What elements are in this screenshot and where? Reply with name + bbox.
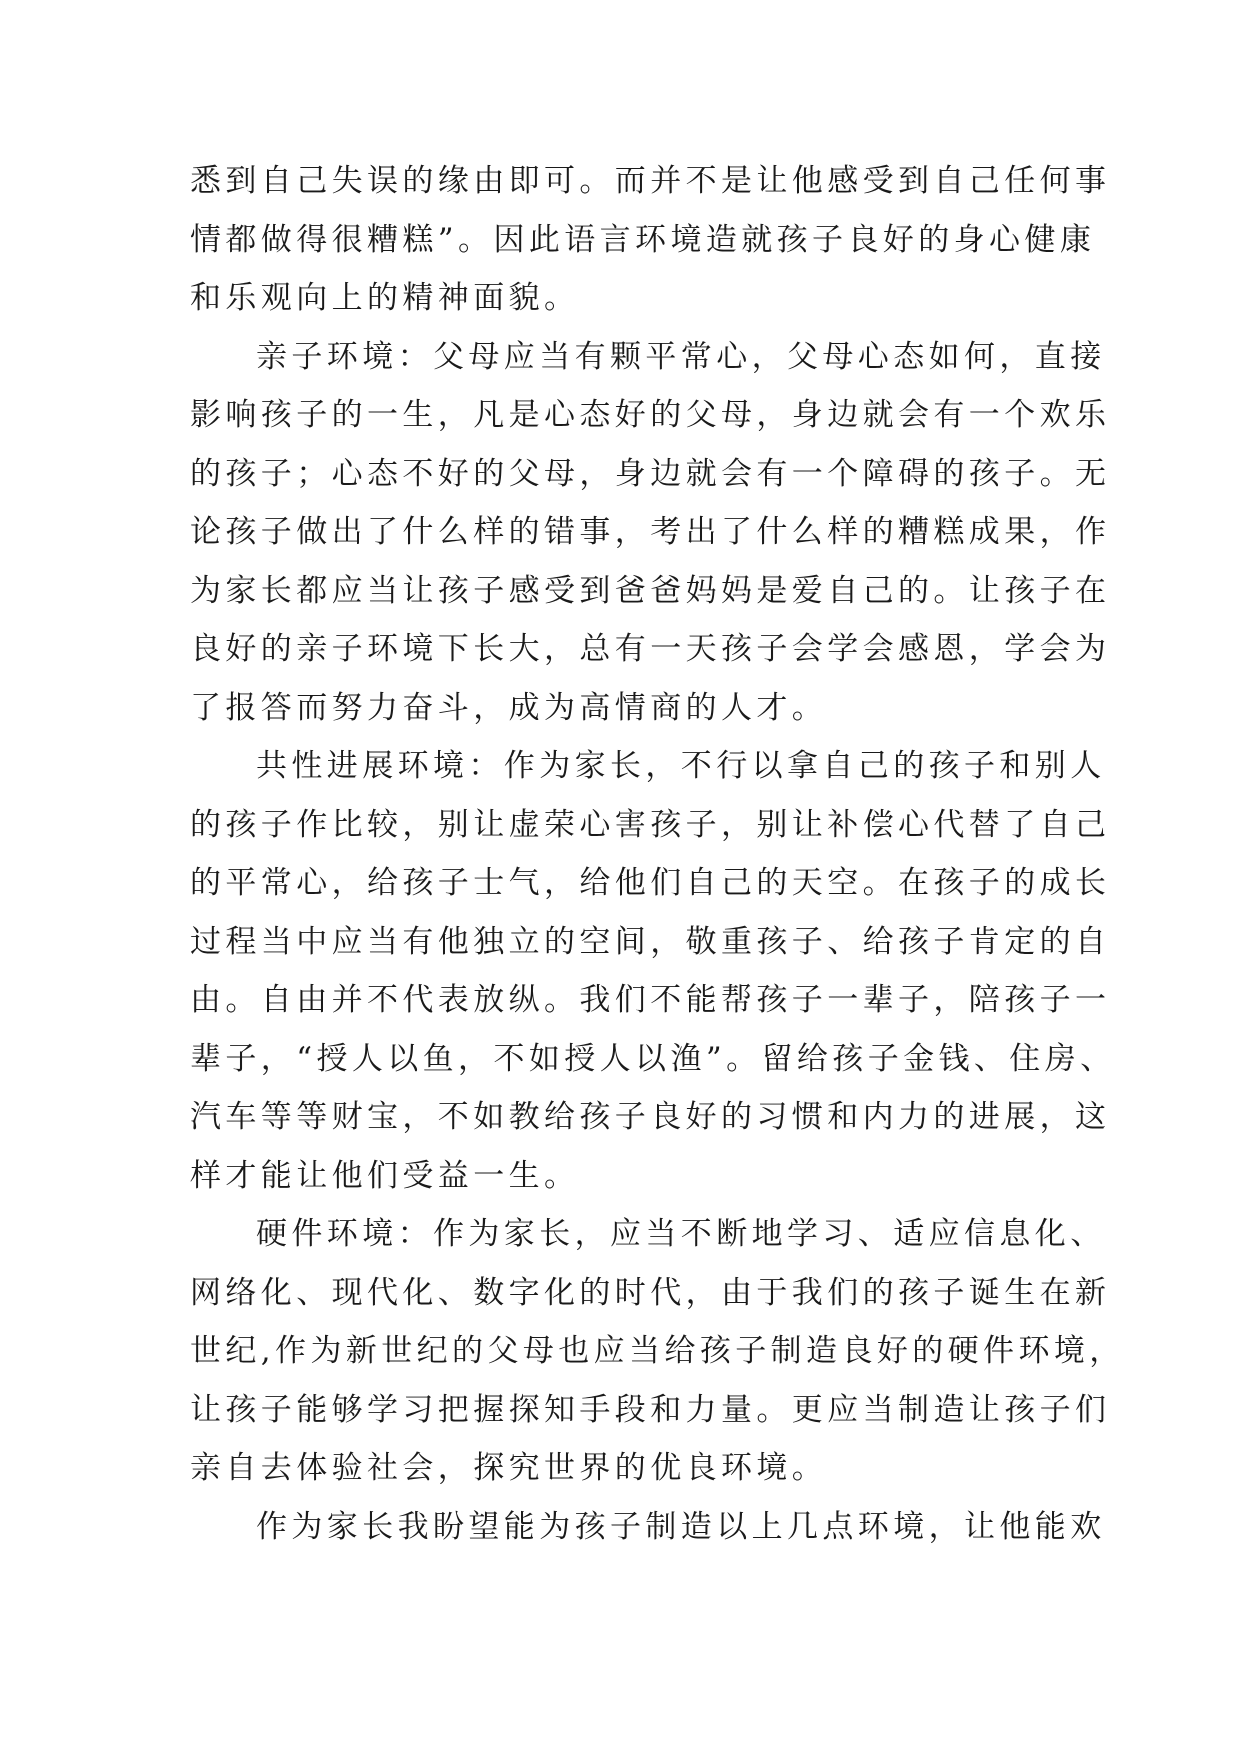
text-line: 让孩子能够学习把握探知手段和力量。更应当制造让孩子们 xyxy=(190,1391,1111,1428)
text-line: 的孩子作比较，别让虚荣心害孩子，别让补偿心代替了自己 xyxy=(190,806,1111,843)
text-line: 辈子，“授人以鱼，不如授人以渔”。留给孩子金钱、住房、 xyxy=(190,1040,1116,1077)
paragraph-first-line: 共性进展环境：作为家长，不行以拿自己的孩子和别人 xyxy=(256,748,1106,784)
paragraph-first-line: 亲子环境：父母应当有颗平常心，父母心态如何，直接 xyxy=(256,338,1106,375)
text-line: 悉到自己失误的缘由即可。而并不是让他感受到自己任何事 xyxy=(190,163,1111,199)
text-line: 的平常心，给孩子士气，给他们自己的天空。在孩子的成长 xyxy=(190,865,1111,901)
text-line: 汽车等等财宝，不如教给孩子良好的习惯和内力的进展，这 xyxy=(190,1099,1111,1135)
text-line: 了报答而努力奋斗，成为高情商的人才。 xyxy=(190,689,828,726)
text-line: 由。自由并不代表放纵。我们不能帮孩子一辈子，陪孩子一 xyxy=(190,982,1111,1018)
paragraph-first-line: 作为家长我盼望能为孩子制造以上几点环境，让他能欢 xyxy=(256,1508,1106,1545)
text-line: 样才能让他们受益一生。 xyxy=(190,1157,580,1194)
text-line: 的孩子；心态不好的父母，身边就会有一个障碍的孩子。无 xyxy=(190,455,1111,492)
text-line: 亲自去体验社会，探究世界的优良环境。 xyxy=(190,1450,828,1486)
text-line: 为家长都应当让孩子感受到爸爸妈妈是爱自己的。让孩子在 xyxy=(190,572,1111,609)
text-line: 情都做得很糟糕”。因此语言环境造就孩子良好的身心健康 xyxy=(190,221,1096,258)
text-line: 良好的亲子环境下长大，总有一天孩子会学会感恩，学会为 xyxy=(190,631,1111,667)
text-line: 论孩子做出了什么样的错事，考出了什么样的糟糕成果，作 xyxy=(190,514,1111,550)
text-line: 影响孩子的一生，凡是心态好的父母，身边就会有一个欢乐 xyxy=(190,397,1111,433)
paragraph-first-line: 硬件环境：作为家长，应当不断地学习、适应信息化、 xyxy=(256,1216,1106,1252)
text-line: 世纪,作为新世纪的父母也应当给孩子制造良好的硬件环境， xyxy=(190,1333,1125,1369)
text-line: 过程当中应当有他独立的空间，敬重孩子、给孩子肯定的自 xyxy=(190,923,1111,960)
text-line: 和乐观向上的精神面貌。 xyxy=(190,280,580,316)
text-line: 网络化、现代化、数字化的时代，由于我们的孩子诞生在新 xyxy=(190,1274,1111,1311)
body-text xyxy=(190,152,1125,1556)
